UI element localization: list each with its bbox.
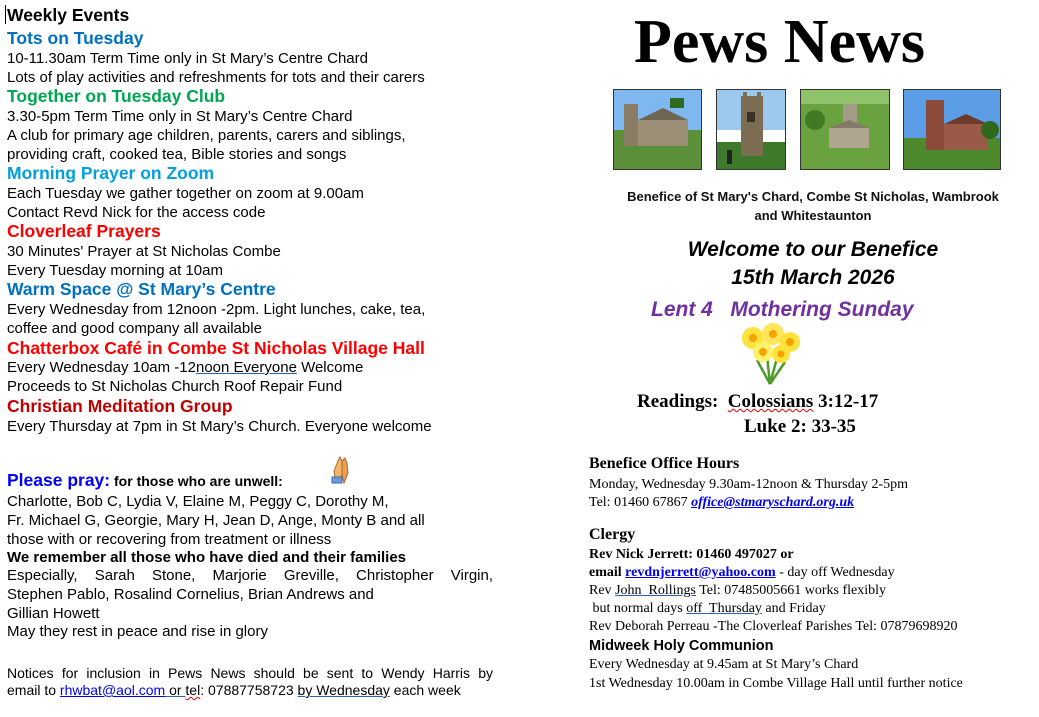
clergy-text: but normal days: [589, 601, 687, 616]
church-photo-1: [614, 90, 701, 169]
clergy-title: Clergy: [589, 526, 636, 543]
event-line: Contact Revd Nick for the access code: [7, 204, 266, 221]
event-line: Proceeds to St Nicholas Church Roof Repair Fund: [7, 378, 343, 395]
notices-text: each week: [389, 682, 461, 698]
event-title-zoom: Morning Prayer on Zoom: [7, 163, 215, 183]
welcome-line: Welcome to our Benefice: [687, 238, 939, 261]
pray-line: Fr. Michael G, Georgie, Mary H, Jean D, Ange, Monty B and all: [7, 512, 425, 529]
event-line-part: Welcome: [296, 359, 364, 376]
please-pray-heading: [7, 470, 283, 491]
event-title-chatterbox: Chatterbox Café in Combe St Nicholas Village Hall: [7, 338, 425, 358]
church-photo: [903, 89, 1001, 170]
church-photo-2: [717, 90, 785, 169]
remember-line: Gillian Howett: [7, 605, 100, 622]
office-contact: [589, 494, 854, 512]
remember-line: Especially, Sarah Stone, Marjorie Greville, Christopher Virgin,: [7, 567, 493, 584]
occasion-title: Lent 4 Mothering Sunday: [651, 298, 914, 321]
midweek-line: Every Wednesday at 9.45am at St Mary’s Chard: [589, 657, 859, 672]
church-photo: [800, 89, 890, 170]
church-photo-4: [904, 90, 1000, 169]
benefice-caption-line: and Whitestaunton: [754, 207, 872, 223]
weekly-events-title: Weekly Events: [7, 5, 130, 25]
reading-ref: 3:12-17: [813, 391, 879, 412]
event-title-cloverleaf: Cloverleaf Prayers: [7, 221, 161, 241]
office-tel: Tel: 01460 67867: [589, 495, 692, 510]
event-line: Every Thursday at 7pm in St Mary’s Church. Everyone welcome: [7, 418, 432, 435]
event-line: Each Tuesday we gather together on zoom at 9.00am: [7, 185, 364, 202]
event-line: providing craft, cooked tea, Bible stories and songs: [7, 146, 347, 163]
church-photo: [613, 89, 702, 170]
clergy-email-link[interactable]: revdnjerrett@yahoo.com: [625, 565, 776, 580]
clergy-email-label: email: [589, 565, 626, 580]
reading-2: Luke 2: 33-35: [744, 416, 856, 437]
event-line: [7, 358, 363, 377]
event-line: Every Wednesday from 12noon -2pm. Light lunches, cake, tea,: [7, 301, 426, 318]
daffodils-icon: [733, 322, 807, 386]
welcome-heading: [588, 236, 1038, 292]
remember-line: Stephen Pablo, Rosalind Cornelius, Brian Andrews and: [7, 586, 374, 603]
readings-label: Readings:: [637, 391, 728, 412]
office-hours-line: Monday, Wednesday 9.30am-12noon & Thursday 2-5pm: [589, 477, 909, 492]
clergy-text: John Rollings: [615, 583, 696, 598]
midweek-title: Midweek Holy Communion: [589, 638, 774, 654]
notices-text: or: [165, 682, 186, 698]
remember-heading: We remember all those who have died and their families: [7, 549, 407, 566]
church-photo-3: [801, 90, 889, 169]
please-pray-sub: for those who are unwell:: [110, 473, 283, 489]
notices-email-link[interactable]: rhwbat@aol.com: [59, 682, 166, 698]
event-line: coffee and good company all available: [7, 320, 262, 337]
event-title-meditation: Christian Meditation Group: [7, 396, 233, 416]
notices-line: Notices for inclusion in Pews News should be sent to Wendy Harris by: [7, 665, 493, 681]
text-cursor: [5, 5, 6, 24]
praying-hands-icon: [330, 455, 352, 485]
clergy-text: off Thursday: [686, 601, 762, 616]
please-pray-label: Please pray:: [7, 470, 111, 490]
remember-line: May they rest in peace and rise in glory: [7, 623, 268, 640]
event-title-together: Together on Tuesday Club: [7, 86, 226, 106]
benefice-caption-line: Benefice of St Mary's Chard, Combe St Nicholas, Wambrook: [627, 189, 999, 204]
office-email-link[interactable]: office@stmaryschard.org.uk: [691, 495, 855, 510]
church-photo: [716, 89, 786, 170]
event-line: Lots of play activities and refreshments for tots and their carers: [7, 69, 425, 86]
event-line: 10-11.30am Term Time only in St Mary’s Centre Chard: [7, 50, 368, 67]
pray-line: those with or recovering from treatment or illness: [7, 531, 332, 548]
office-hours-title: Benefice Office Hours: [589, 455, 740, 472]
event-line: 30 Minutes' Prayer at St Nicholas Combe: [7, 243, 281, 260]
clergy-deborah: Rev Deborah Perreau -The Cloverleaf Parishes Tel: 07879698920: [589, 619, 958, 634]
notices-text: tel: [185, 682, 201, 698]
event-line: Every Tuesday morning at 10am: [7, 262, 223, 279]
notices-line: [7, 681, 461, 699]
masthead-title: Pews News: [634, 8, 925, 76]
event-line-part: noon Everyone: [196, 359, 297, 376]
notices-text: : 07887758723: [200, 682, 298, 698]
clergy-text: Rev: [589, 583, 616, 598]
reading-book: Colossians: [727, 391, 814, 412]
event-line-part: Every Wednesday 10am -12: [7, 359, 196, 376]
event-title-warm-space: Warm Space @ St Mary’s Centre: [7, 279, 276, 299]
benefice-caption: [588, 188, 1038, 225]
midweek-line: 1st Wednesday 10.00am in Combe Village Hall until further notice: [589, 676, 963, 691]
event-line: A club for primary age children, parents, carers and siblings,: [7, 127, 406, 144]
clergy-email-line: [589, 564, 895, 582]
notices-text: by Wednesday: [297, 682, 390, 698]
event-title-tots: Tots on Tuesday: [7, 28, 144, 48]
pray-line: Charlotte, Bob C, Lydia V, Elaine M, Peggy C, Dorothy M,: [7, 493, 389, 510]
clergy-text: and Friday: [761, 601, 826, 616]
clergy-day-off: - day off Wednesday: [775, 565, 895, 580]
clergy-nick: Rev Nick Jerrett: 01460 497027 or: [589, 547, 794, 562]
clergy-text: Tel: 07485005661 works flexibly: [695, 583, 887, 598]
readings-line: [637, 390, 878, 414]
notices-text: email to: [7, 682, 60, 698]
clergy-john-days: [589, 600, 826, 618]
clergy-john: [589, 582, 886, 600]
service-date: 15th March 2026: [731, 266, 895, 289]
event-line: 3.30-5pm Term Time only in St Mary’s Centre Chard: [7, 108, 353, 125]
